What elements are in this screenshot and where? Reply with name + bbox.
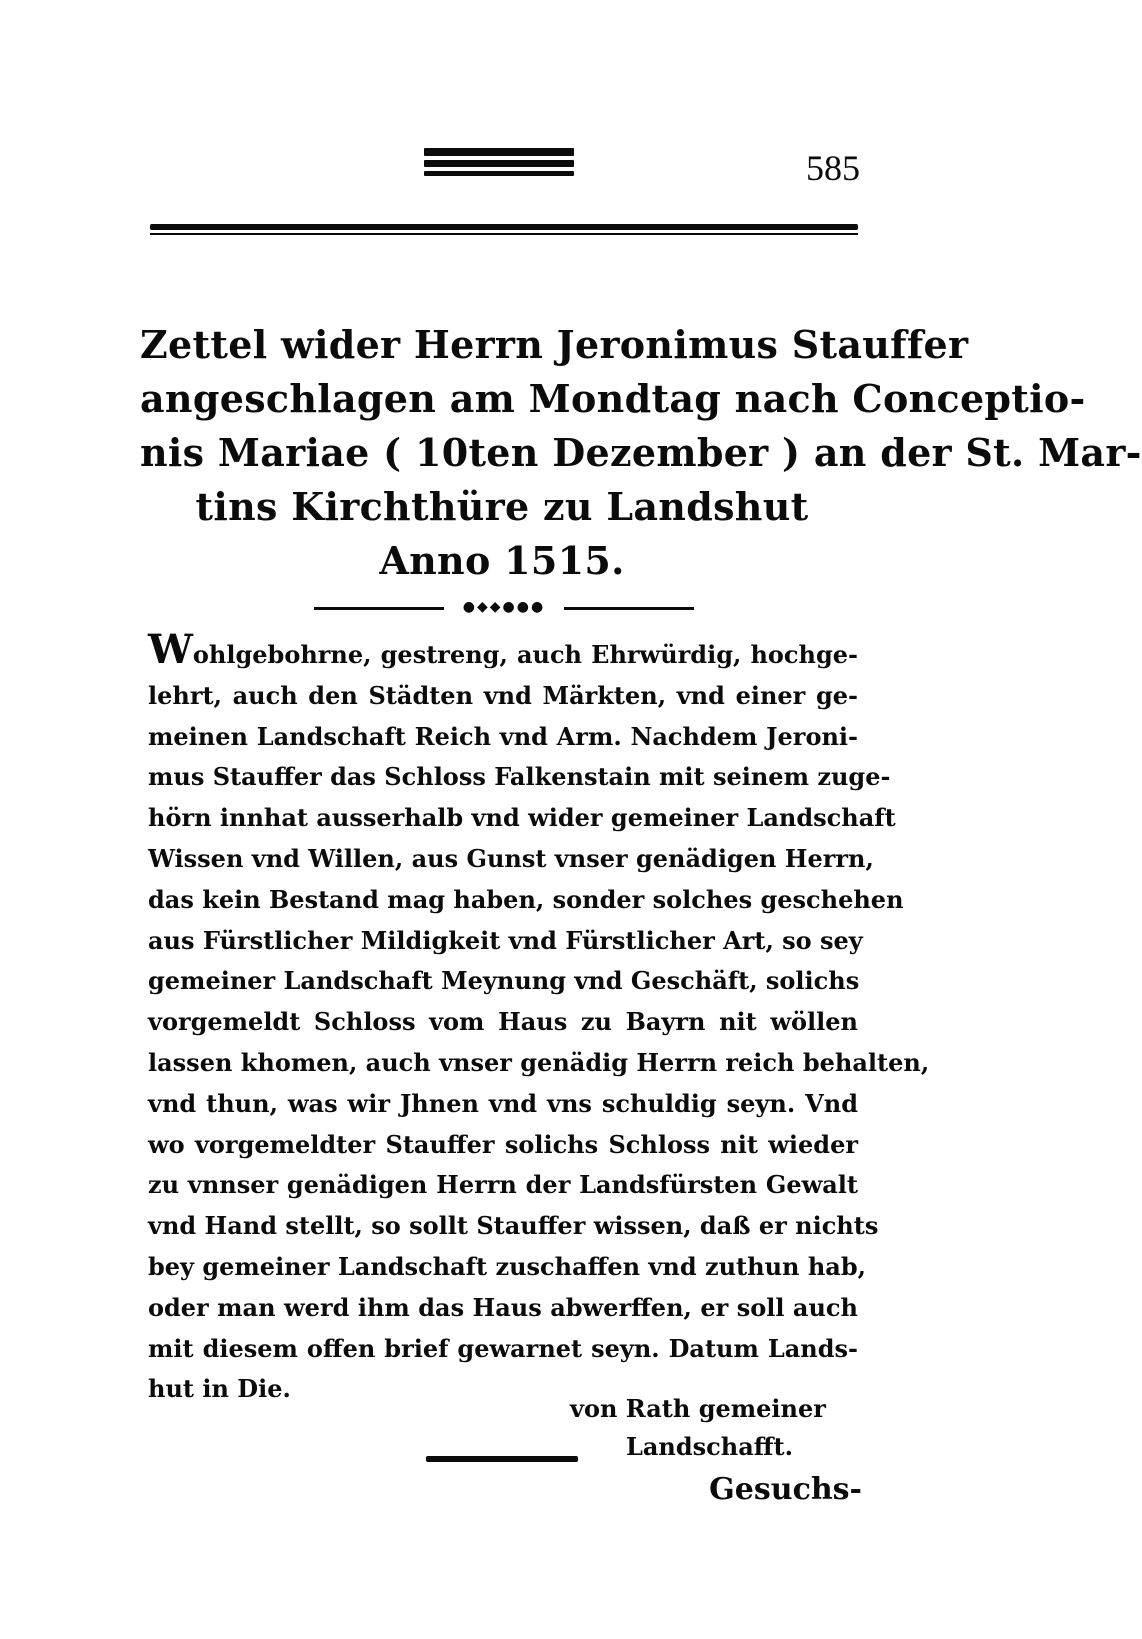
body-line: lehrt, auch den Städten vnd Märkten, vnd einer ge- <box>148 680 858 710</box>
header-ornament-bar <box>424 148 574 156</box>
body-line: Wissen vnd Willen, aus Gunst vnser genädigen Herrn, <box>148 843 874 873</box>
header-rule <box>150 224 858 240</box>
header-rule-thin <box>150 233 858 235</box>
body-line: meinen Landschaft Reich vnd Arm. Nachdem Jeroni- <box>148 721 858 751</box>
title-line: nis Mariae ( 10ten Dezember ) an der St. Mar- <box>140 430 1142 475</box>
body-line: gemeiner Landschaft Meynung vnd Geschäft, solichs <box>148 966 860 996</box>
catchword: Gesuchs- <box>709 1472 862 1507</box>
body-line: mit diesem offen brief gewarnet seyn. Datum Lands- <box>148 1333 858 1363</box>
body-line: hut in Die. <box>148 1374 291 1404</box>
header-ornament-bar <box>424 171 574 176</box>
body-line: vorgemeldt Schloss vom Haus zu Bayrn nit wöllen <box>148 1007 858 1037</box>
header-ornament <box>424 148 574 178</box>
header-rule-thick <box>150 224 858 230</box>
document-title <box>140 318 1142 588</box>
page-number: 585 <box>806 148 860 188</box>
signature-line: von Rath gemeiner <box>570 1394 826 1423</box>
body-line: hörn innhat ausserhalb vnd wider gemeiner Landschaft <box>148 803 896 833</box>
body-line: vnd thun, was wir Jhnen vnd vns schuldig seyn. Vnd <box>148 1088 858 1118</box>
body-line <box>148 626 858 676</box>
body-line-text: ohlgebohrne, gestreng, auch Ehrwürdig, hochge- <box>192 640 858 669</box>
body-line: vnd Hand stellt, so sollt Stauffer wissen, daß er nichts <box>148 1211 879 1241</box>
body-line: mus Stauffer das Schloss Falkenstain mit seinem zuge- <box>148 762 891 792</box>
title-line: tins Kirchthüre zu Landshut <box>195 484 809 529</box>
signature-block <box>570 1390 870 1466</box>
divider-rule-right <box>564 607 694 610</box>
body-line: zu vnnser genädigen Herrn der Landsfürsten Gewalt <box>148 1170 858 1200</box>
title-line: angeschlagen am Mondtag nach Conceptio- <box>140 376 1086 421</box>
signature-line: Landschafft. <box>626 1432 793 1461</box>
body-line: aus Fürstlicher Mildigkeit vnd Fürstlicher Art, so sey <box>148 925 863 955</box>
divider-ornament: ●◆◆●●● <box>462 599 546 615</box>
body-line: wo vorgemeldter Stauffer solichs Schloss nit wieder <box>148 1129 858 1159</box>
body-line: das kein Bestand mag haben, sonder solches geschehen <box>148 884 904 914</box>
body-line: oder man werd ihm das Haus abwerffen, er soll auch <box>148 1292 858 1322</box>
title-line: Anno 1515. <box>379 538 625 583</box>
body-text <box>148 626 930 1410</box>
header-ornament-bar <box>424 160 574 167</box>
footer-rule <box>426 1456 578 1462</box>
ornamental-divider <box>314 600 694 616</box>
drop-cap: W <box>148 626 193 673</box>
divider-rule-left <box>314 607 444 610</box>
body-line: bey gemeiner Landschaft zuschaffen vnd zuthun hab, <box>148 1251 866 1281</box>
title-line: Zettel wider Herrn Jeronimus Stauffer <box>140 322 969 367</box>
body-line: lassen khomen, auch vnser genädig Herrn reich behalten, <box>148 1047 930 1077</box>
